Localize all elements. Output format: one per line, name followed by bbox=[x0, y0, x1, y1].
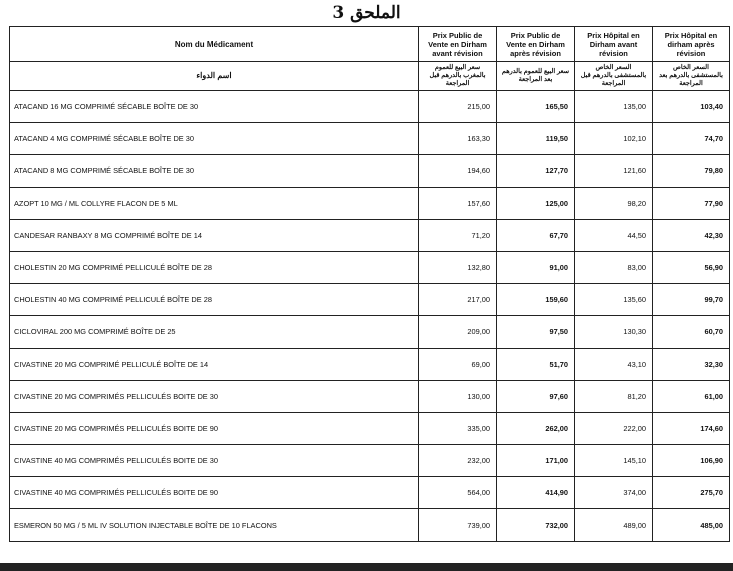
col-header-name-ar: اسم الدواء bbox=[10, 62, 419, 91]
table-row bbox=[10, 251, 730, 283]
table-row bbox=[10, 123, 730, 155]
public-price-before-cell: 739,00 bbox=[419, 509, 497, 541]
drug-name-cell: CIVASTINE 40 MG COMPRIMÉS PELLICULÉS BOITE DE 30 bbox=[10, 445, 419, 477]
hospital-price-before-cell: 135,00 bbox=[575, 91, 653, 123]
public-price-before-cell: 69,00 bbox=[419, 348, 497, 380]
public-price-before-cell: 132,80 bbox=[419, 251, 497, 283]
price-table bbox=[9, 26, 730, 542]
col-header-pv-before-ar: سعر البيع للعموم بالمغرب بالدرهم قبل المراجعة bbox=[419, 62, 497, 91]
col-header-name-fr: Nom du Médicament bbox=[10, 27, 419, 62]
public-price-before-cell: 163,30 bbox=[419, 123, 497, 155]
hospital-price-before-cell: 130,30 bbox=[575, 316, 653, 348]
public-price-after-cell: 67,70 bbox=[497, 219, 575, 251]
hospital-price-before-cell: 222,00 bbox=[575, 412, 653, 444]
public-price-after-cell: 125,00 bbox=[497, 187, 575, 219]
public-price-before-cell: 215,00 bbox=[419, 91, 497, 123]
hospital-price-before-cell: 98,20 bbox=[575, 187, 653, 219]
table-row bbox=[10, 91, 730, 123]
table-row bbox=[10, 155, 730, 187]
col-header-pv-after-ar: سعر البيع للعموم بالدرهم بعد المراجعة bbox=[497, 62, 575, 91]
hospital-price-before-cell: 43,10 bbox=[575, 348, 653, 380]
public-price-after-cell: 262,00 bbox=[497, 412, 575, 444]
drug-name-cell: ATACAND 4 MG COMPRIMÉ SÉCABLE BOÎTE DE 30 bbox=[10, 123, 419, 155]
col-header-ph-after-fr: Prix Hôpital en dirham après révision bbox=[653, 27, 730, 62]
public-price-after-cell: 97,60 bbox=[497, 380, 575, 412]
hospital-price-before-cell: 121,60 bbox=[575, 155, 653, 187]
hospital-price-after-cell: 106,90 bbox=[653, 445, 730, 477]
hospital-price-before-cell: 102,10 bbox=[575, 123, 653, 155]
public-price-before-cell: 232,00 bbox=[419, 445, 497, 477]
public-price-before-cell: 217,00 bbox=[419, 284, 497, 316]
table-row bbox=[10, 477, 730, 509]
hospital-price-after-cell: 79,80 bbox=[653, 155, 730, 187]
drug-name-cell: ATACAND 16 MG COMPRIMÉ SÉCABLE BOÎTE DE 30 bbox=[10, 91, 419, 123]
public-price-after-cell: 159,60 bbox=[497, 284, 575, 316]
hospital-price-after-cell: 485,00 bbox=[653, 509, 730, 541]
hospital-price-before-cell: 81,20 bbox=[575, 380, 653, 412]
hospital-price-after-cell: 275,70 bbox=[653, 477, 730, 509]
hospital-price-after-cell: 56,90 bbox=[653, 251, 730, 283]
hospital-price-before-cell: 135,60 bbox=[575, 284, 653, 316]
col-header-ph-before-fr: Prix Hôpital en Dirham avant révision bbox=[575, 27, 653, 62]
table-row bbox=[10, 316, 730, 348]
public-price-before-cell: 194,60 bbox=[419, 155, 497, 187]
public-price-before-cell: 71,20 bbox=[419, 219, 497, 251]
header-row-fr bbox=[10, 27, 730, 62]
page-bottom-border bbox=[0, 563, 733, 571]
hospital-price-before-cell: 489,00 bbox=[575, 509, 653, 541]
hospital-price-after-cell: 174,60 bbox=[653, 412, 730, 444]
public-price-after-cell: 119,50 bbox=[497, 123, 575, 155]
hospital-price-after-cell: 103,40 bbox=[653, 91, 730, 123]
table-row bbox=[10, 445, 730, 477]
drug-name-cell: AZOPT 10 MG / ML COLLYRE FLACON DE 5 ML bbox=[10, 187, 419, 219]
drug-name-cell: CIVASTINE 20 MG COMPRIMÉS PELLICULÉS BOITE DE 90 bbox=[10, 412, 419, 444]
public-price-after-cell: 165,50 bbox=[497, 91, 575, 123]
col-header-pv-before-fr: Prix Public de Vente en Dirham avant révision bbox=[419, 27, 497, 62]
hospital-price-after-cell: 77,90 bbox=[653, 187, 730, 219]
public-price-before-cell: 157,60 bbox=[419, 187, 497, 219]
hospital-price-after-cell: 74,70 bbox=[653, 123, 730, 155]
public-price-after-cell: 51,70 bbox=[497, 348, 575, 380]
public-price-after-cell: 97,50 bbox=[497, 316, 575, 348]
hospital-price-before-cell: 145,10 bbox=[575, 445, 653, 477]
hospital-price-before-cell: 44,50 bbox=[575, 219, 653, 251]
drug-name-cell: ESMERON 50 MG / 5 ML IV SOLUTION INJECTABLE BOÎTE DE 10 FLACONS bbox=[10, 509, 419, 541]
table-row bbox=[10, 412, 730, 444]
col-header-pv-after-fr: Prix Public de Vente en Dirham après révision bbox=[497, 27, 575, 62]
public-price-before-cell: 209,00 bbox=[419, 316, 497, 348]
public-price-after-cell: 171,00 bbox=[497, 445, 575, 477]
public-price-after-cell: 91,00 bbox=[497, 251, 575, 283]
col-header-ph-before-ar: السعر الخاص بالمستشفى بالدرهم قبل المراجعة bbox=[575, 62, 653, 91]
public-price-after-cell: 414,90 bbox=[497, 477, 575, 509]
hospital-price-after-cell: 99,70 bbox=[653, 284, 730, 316]
col-header-ph-after-ar: السعر الخاص بالمستشفى بالدرهم بعد المراجعة bbox=[653, 62, 730, 91]
public-price-before-cell: 335,00 bbox=[419, 412, 497, 444]
public-price-after-cell: 732,00 bbox=[497, 509, 575, 541]
drug-name-cell: CIVASTINE 20 MG COMPRIMÉS PELLICULÉS BOITE DE 30 bbox=[10, 380, 419, 412]
table-row bbox=[10, 509, 730, 541]
table-row bbox=[10, 380, 730, 412]
hospital-price-after-cell: 61,00 bbox=[653, 380, 730, 412]
table-row bbox=[10, 284, 730, 316]
hospital-price-after-cell: 32,30 bbox=[653, 348, 730, 380]
drug-name-cell: CIVASTINE 40 MG COMPRIMÉS PELLICULÉS BOITE DE 90 bbox=[10, 477, 419, 509]
table-row bbox=[10, 348, 730, 380]
table-row bbox=[10, 187, 730, 219]
public-price-before-cell: 564,00 bbox=[419, 477, 497, 509]
hospital-price-after-cell: 42,30 bbox=[653, 219, 730, 251]
drug-name-cell: CIVASTINE 20 MG COMPRIMÉ PELLICULÉ BOÎTE DE 14 bbox=[10, 348, 419, 380]
hospital-price-before-cell: 83,00 bbox=[575, 251, 653, 283]
public-price-after-cell: 127,70 bbox=[497, 155, 575, 187]
drug-name-cell: ATACAND 8 MG COMPRIMÉ SÉCABLE BOÎTE DE 30 bbox=[10, 155, 419, 187]
header-row-ar bbox=[10, 62, 730, 91]
drug-name-cell: CHOLESTIN 40 MG COMPRIMÉ PELLICULÉ BOÎTE DE 28 bbox=[10, 284, 419, 316]
table-row bbox=[10, 219, 730, 251]
drug-name-cell: CANDESAR RANBAXY 8 MG COMPRIMÉ BOÎTE DE 14 bbox=[10, 219, 419, 251]
public-price-before-cell: 130,00 bbox=[419, 380, 497, 412]
hospital-price-after-cell: 60,70 bbox=[653, 316, 730, 348]
drug-name-cell: CHOLESTIN 20 MG COMPRIMÉ PELLICULÉ BOÎTE DE 28 bbox=[10, 251, 419, 283]
drug-name-cell: CICLOVIRAL 200 MG COMPRIMÉ BOÎTE DE 25 bbox=[10, 316, 419, 348]
hospital-price-before-cell: 374,00 bbox=[575, 477, 653, 509]
annex-title: الملحق 3 bbox=[332, 3, 401, 23]
